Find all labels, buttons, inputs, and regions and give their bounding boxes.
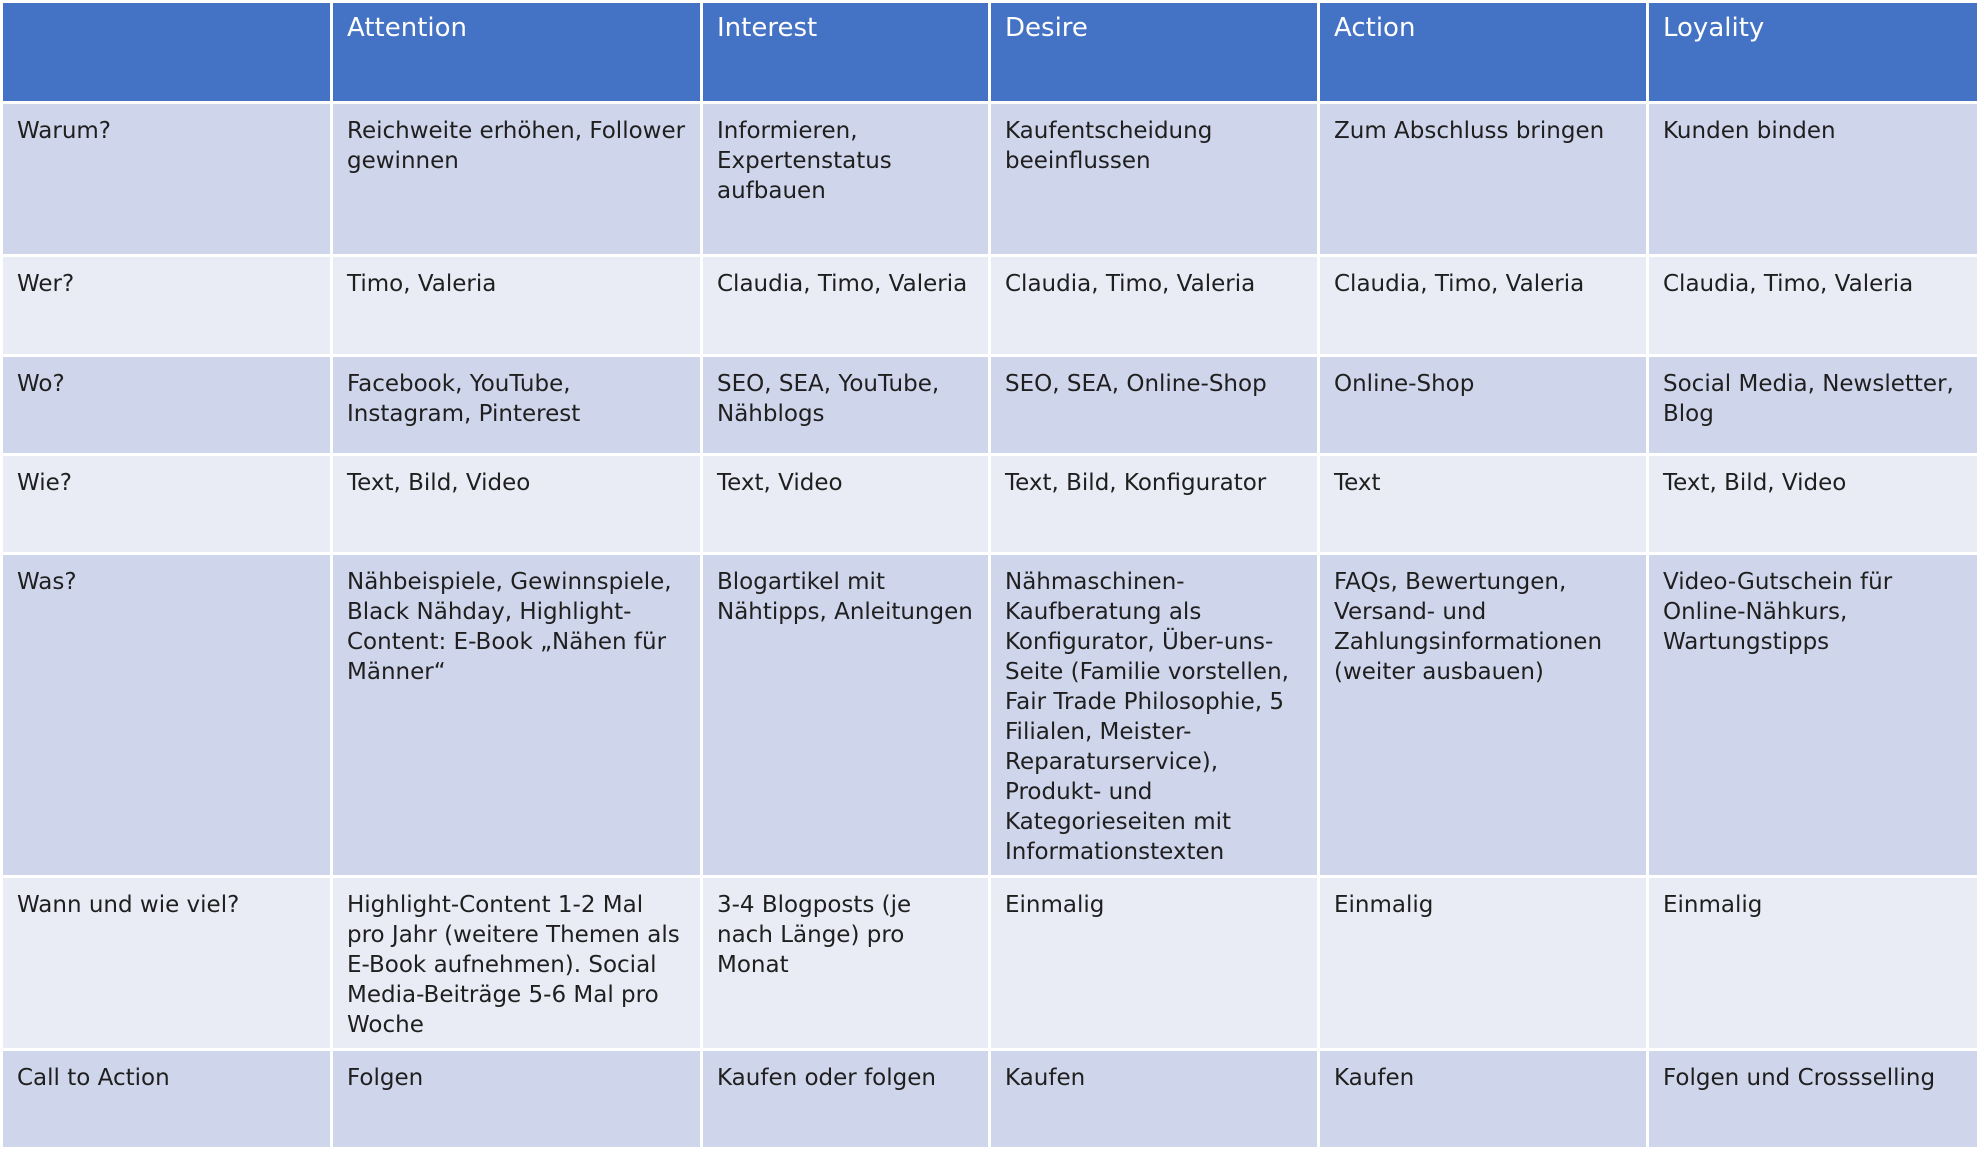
table-cell: Reichweite erhöhen, Follower gewinnen — [332, 103, 702, 256]
row-label: Wann und wie viel? — [2, 877, 332, 1050]
table-cell: 3-4 Blogposts (je nach Länge) pro Monat — [702, 877, 990, 1050]
header-action: Action — [1319, 2, 1648, 103]
table-cell: Kaufen — [1319, 1050, 1648, 1149]
table-cell: Blogartikel mit Nähtipps, Anleitungen — [702, 554, 990, 877]
row-label: Wie? — [2, 455, 332, 554]
header-desire: Desire — [990, 2, 1319, 103]
header-corner — [2, 2, 332, 103]
table-cell: Kunden binden — [1648, 103, 1977, 256]
table-row-wie — [2, 455, 1977, 554]
table-cell: Einmalig — [990, 877, 1319, 1050]
header-interest: Interest — [702, 2, 990, 103]
table-cell: Einmalig — [1648, 877, 1977, 1050]
table-cell: Text — [1319, 455, 1648, 554]
row-label: Was? — [2, 554, 332, 877]
table-cell: Nähmaschinen-Kaufberatung als Konfigurator, Über-uns-Seite (Familie vorstellen, Fair Trade Philosophie, 5 Filialen, Meister-Reparaturservice), Produkt- und Kategorieseiten mit Informationstexten — [990, 554, 1319, 877]
table-cell: FAQs, Bewertungen, Versand- und Zahlungsinformationen (weiter ausbauen) — [1319, 554, 1648, 877]
table-cell: Claudia, Timo, Valeria — [1319, 256, 1648, 356]
header-attention: Attention — [332, 2, 702, 103]
table-cell: Text, Bild, Video — [332, 455, 702, 554]
table-cell: SEO, SEA, Online-Shop — [990, 356, 1319, 455]
table-cell: Text, Video — [702, 455, 990, 554]
table-row-wo — [2, 356, 1977, 455]
row-label: Wo? — [2, 356, 332, 455]
row-label: Call to Action — [2, 1050, 332, 1149]
table-cell: Folgen und Crossselling — [1648, 1050, 1977, 1149]
table-cell: Kaufen oder folgen — [702, 1050, 990, 1149]
header-row — [2, 2, 1977, 103]
table-cell: Kaufen — [990, 1050, 1319, 1149]
table-cell: Social Media, Newsletter, Blog — [1648, 356, 1977, 455]
header-loyality: Loyality — [1648, 2, 1977, 103]
table-cell: Timo, Valeria — [332, 256, 702, 356]
table-cell: Folgen — [332, 1050, 702, 1149]
table-cell: Text, Bild, Video — [1648, 455, 1977, 554]
table-cell: Claudia, Timo, Valeria — [990, 256, 1319, 356]
table-row-warum — [2, 103, 1977, 256]
table-cell: SEO, SEA, YouTube, Nähblogs — [702, 356, 990, 455]
table-cell: Nähbeispiele, Gewinnspiele, Black Nähday, Highlight-Content: E-Book „Nähen für Männer“ — [332, 554, 702, 877]
table-cell: Claudia, Timo, Valeria — [702, 256, 990, 356]
row-label: Warum? — [2, 103, 332, 256]
table-row-wer — [2, 256, 1977, 356]
table-cell: Zum Abschluss bringen — [1319, 103, 1648, 256]
table-cell: Kaufentscheidung beeinflussen — [990, 103, 1319, 256]
table-cell: Einmalig — [1319, 877, 1648, 1050]
table-cell: Highlight-Content 1-2 Mal pro Jahr (weitere Themen als E-Book aufnehmen). Social Media-Beiträge 5-6 Mal pro Woche — [332, 877, 702, 1050]
table-row-was — [2, 554, 1977, 877]
table-cell: Facebook, YouTube, Instagram, Pinterest — [332, 356, 702, 455]
table-cell: Claudia, Timo, Valeria — [1648, 256, 1977, 356]
table-cell: Informieren, Expertenstatus aufbauen — [702, 103, 990, 256]
table-row-wann-und-wie-viel — [2, 877, 1977, 1050]
table-cell: Online-Shop — [1319, 356, 1648, 455]
row-label: Wer? — [2, 256, 332, 356]
table-cell: Text, Bild, Konfigurator — [990, 455, 1319, 554]
table-cell: Video-Gutschein für Online-Nähkurs, Wartungstipps — [1648, 554, 1977, 877]
